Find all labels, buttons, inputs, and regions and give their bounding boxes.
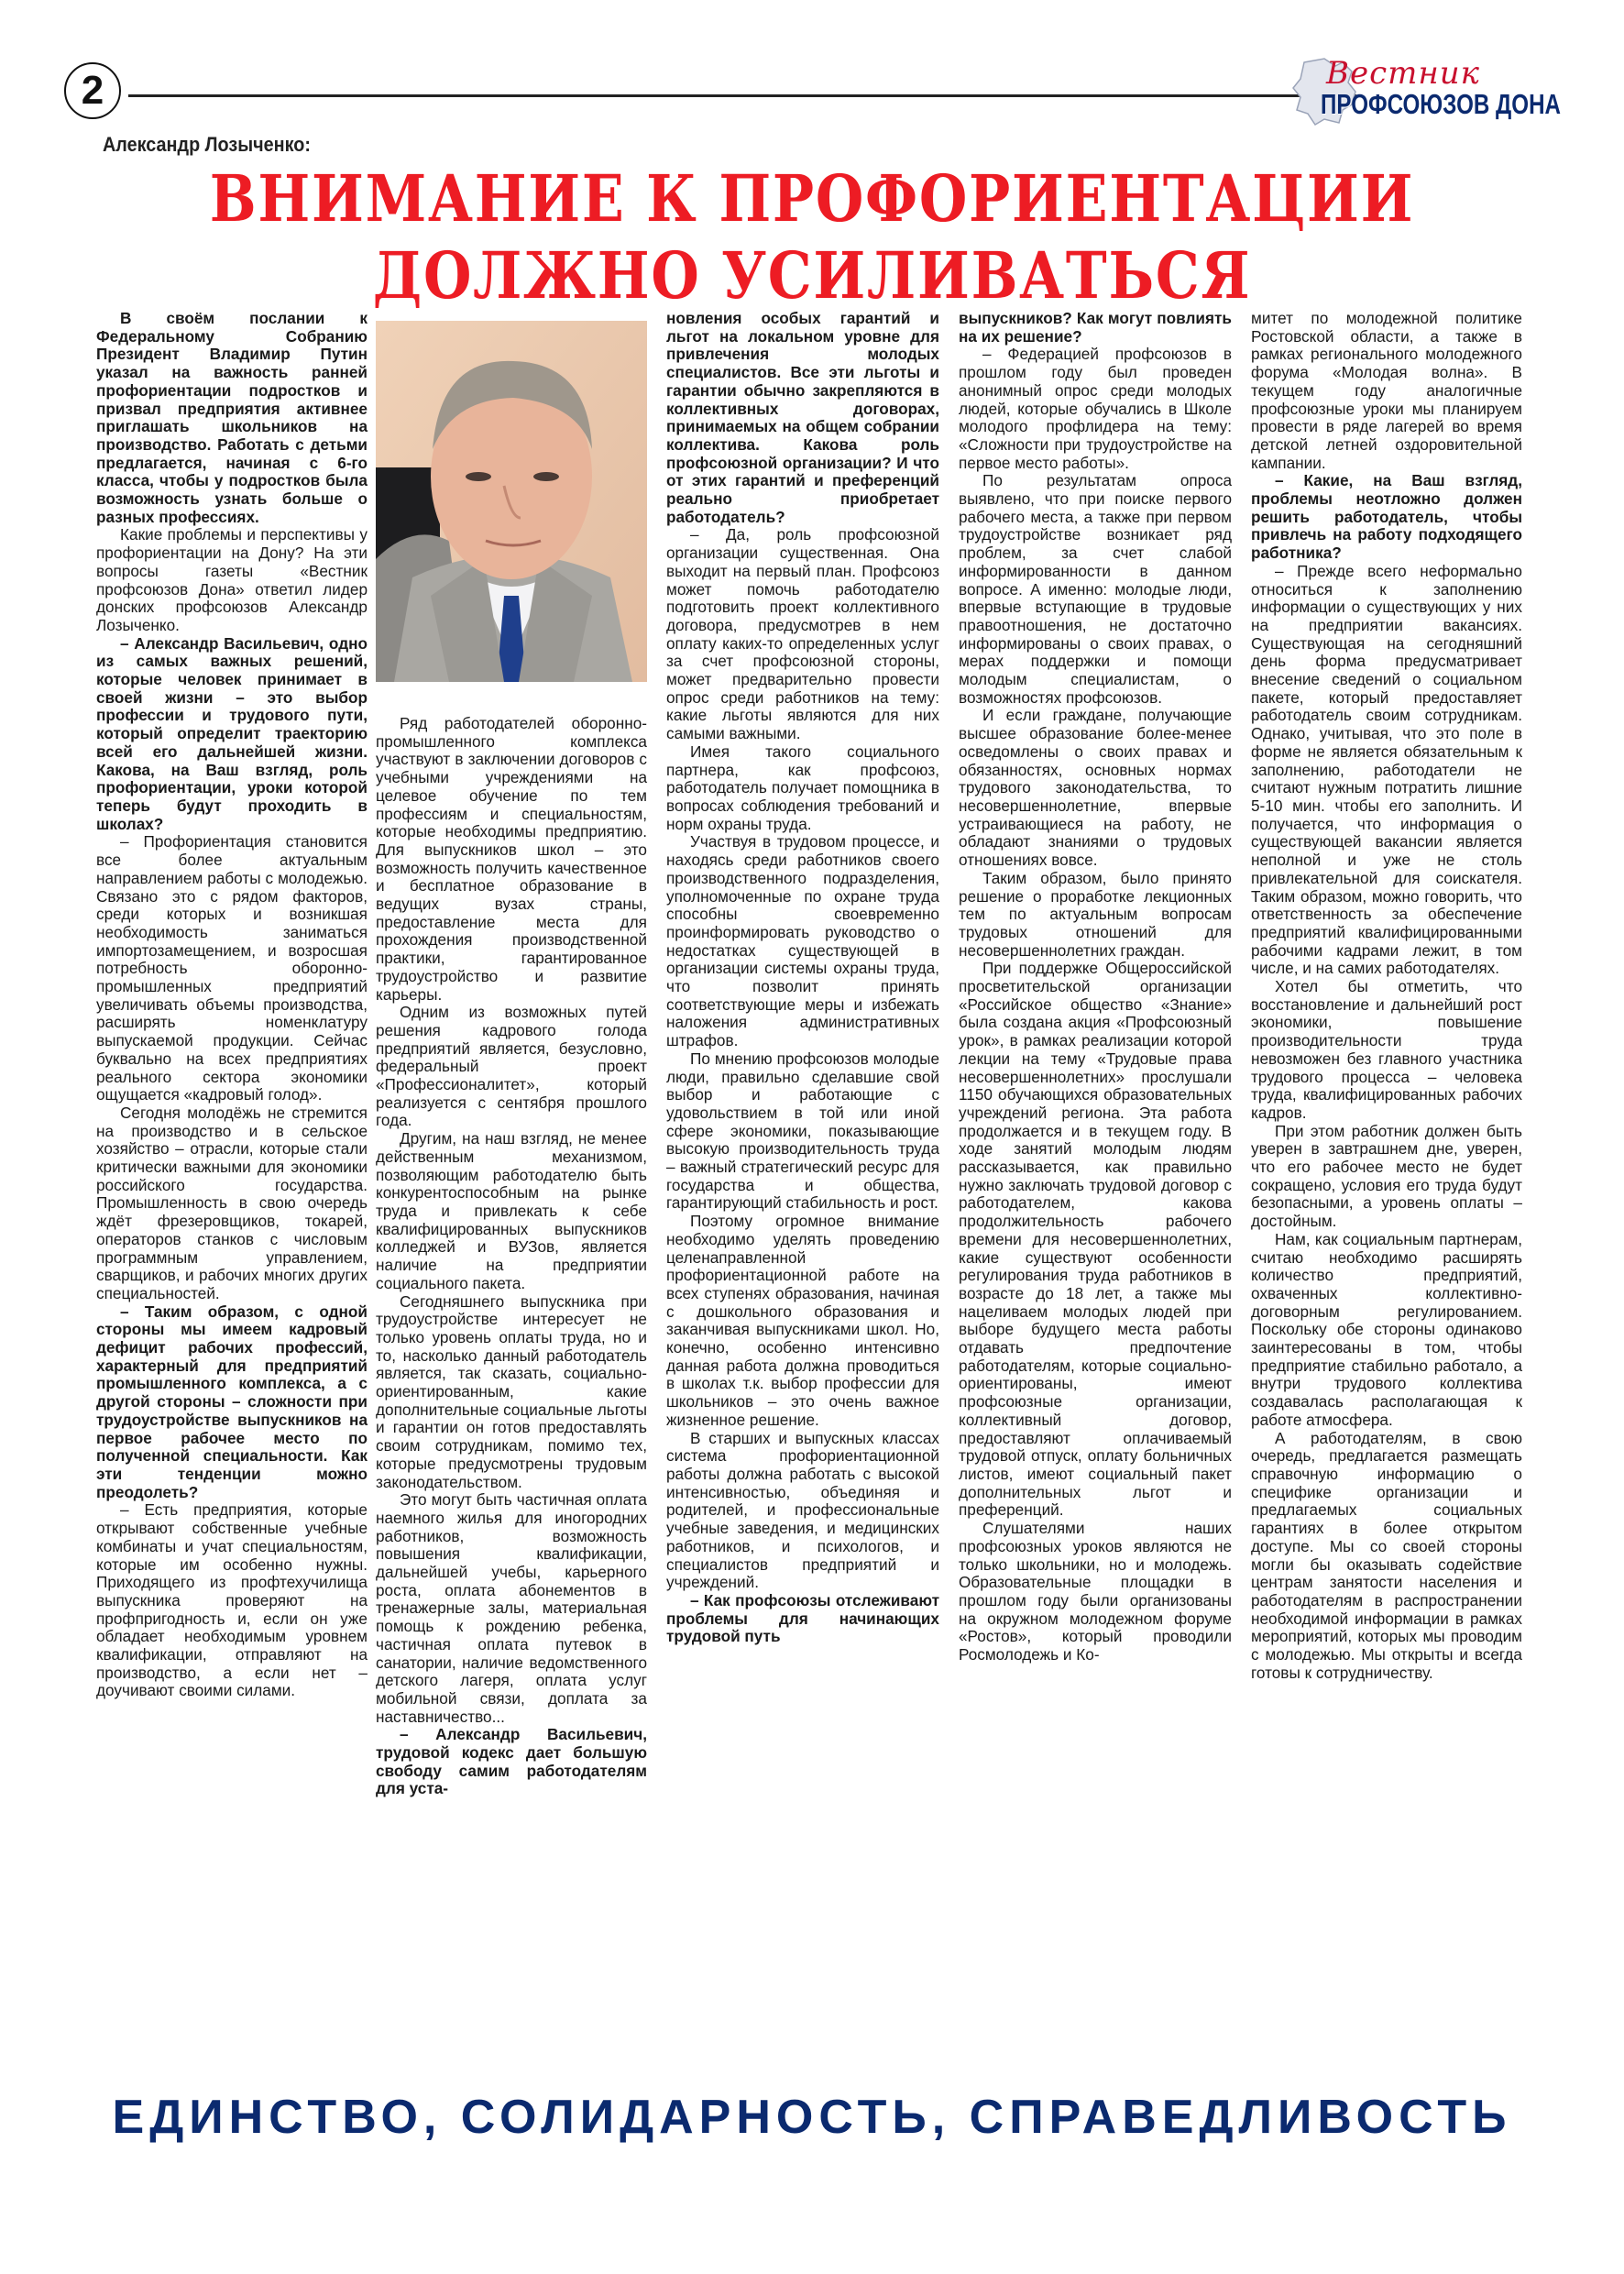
question-5: – Какие, на Ваш взгляд, проблемы неотложно должен решить работодатель, чтобы привлечь на работу подходящего работника? (1251, 471, 1522, 563)
article-kicker: Александр Лозыченко: (103, 133, 311, 156)
answer-paragraph: Участвуя в трудовом процессе, и находясь среди работников своего производственного подразделения, уполномоченные по охране труда способны своевременно проинформировать руководство о недостатках существующей в организации системы охраны труда, что позволит принять соответствующие меры и избежать наложения административных штрафов. (666, 832, 939, 1050)
answer-paragraph: Хотел бы отметить, что восстановление и дальнейший рост экономики, повышение производительности труда невозможен без главного участника трудового процесса – человека труда, квалифицированных рабочих кадров. (1251, 977, 1522, 1122)
lead-paragraph: В своём послании к Федеральному Собранию Президент Владимир Путин указал на важность ранней профориентации подростков и призвал предприятия активнее приглашать школьников на производство. Работать с детьми предлагается, начиная с 6-го класса, чтобы у подростков была возможность узнать больше о разных профессиях. (96, 309, 368, 526)
answer-paragraph: – Есть предприятия, которые открывают собственные учебные комбинаты и учат специальностям, которые им особенно нужны. Приходящего из профтехучилища выпускника проверяют на профпригодность и, если он уже обладает необходимым уровнем квалификации, отправляют на производство, а если нет – доучивают своими силами. (96, 1500, 368, 1700)
answer-paragraph: А работодателям, в свою очередь, предлагается размещать справочную информацию о специфике организации и предлагаемых социальных гарантиях в более открытом доступе. Мы со своей стороны могли бы оказывать содействие центрам занятости населения и работодателям в распространении необходимой информации в рамках мероприятий, которых мы проводим с молодежью. Мы открыты и всегда готовы к сотрудничеству. (1251, 1428, 1522, 1682)
article-column-4 (959, 310, 1232, 1664)
answer-paragraph: Имея такого социального партнера, как профсоюз, работодатель получает помощника в вопросах соблюдения требований и норм охраны труда. (666, 742, 939, 833)
answer-paragraph-continued: митет по молодежной политике Ростовской области, а также в рамках регионального молодежного форума «Молодая волна». В текущем году аналогичные профсоюзные уроки мы планируем провести в ряде лагерей во время детской летней оздоровительной кампании. (1251, 309, 1522, 472)
answer-paragraph: – Федерацией профсоюзов в прошлом году был проведен анонимный опрос среди молодых людей, которые обучались в Школе молодого профлидера на тему: «Сложности при трудоустройстве на первое место работы». (959, 345, 1232, 472)
answer-paragraph: Это могут быть частичная оплата наемного жилья для иногородних работников, возможность повышения квалификации, дальнейшей учебы, карьерного роста, оплата абонементов в тренажерные залы, материальная помощь к рождению ребенка, частичная оплата путевок в санатории, наличие ведомственного детского лагеря, оплата услуг мобильной связи, доплата за наставничество... (376, 1490, 647, 1726)
page-number: 2 (64, 62, 121, 119)
page-header (64, 55, 1567, 126)
article-column-3 (666, 310, 939, 1646)
article-title (0, 160, 1624, 314)
article-column-5 (1251, 310, 1522, 1682)
article-column-1 (96, 310, 368, 1700)
answer-paragraph: – Профориентация становится все более актуальным направлением работы с молодежью. Связано это с рядом факторов, среди которых и возникшая необходимость заниматься импортозамещением, и возросшая потребность оборонно-промышленных предприятий увеличивать объемы производства, расширять номенклатуру выпускаемой продукции. Сейчас буквально на всех предприятиях реального сектора экономики ощущается «кадровый голод». (96, 832, 368, 1104)
answer-paragraph: Поэтому огромное внимание необходимо уделять проведению целенаправленной профориентационной работе на всех ступенях образования, начиная с дошкольного образования и заканчивая выпускниками школ. Но, конечно, особенно интенсивно данная работа должна проводиться в школах т.к. выбор профессии для школьников – это очень важное жизненное решение. (666, 1212, 939, 1429)
article-column-2 (376, 715, 647, 1798)
answer-paragraph: Одним из возможных путей решения кадрового голода предприятий является, безусловно, федеральный проект «Профессионалитет», который реализуется с сентября прошлого года. (376, 1003, 647, 1130)
answer-paragraph: Слушателями наших профсоюзных уроков являются не только школьники, но и молодежь. Образовательные площадки в прошлом году были организованы на окружном молодежном форуме «Ростов», который проводили Росмолодежь и Ко- (959, 1519, 1232, 1664)
question-2: – Таким образом, с одной стороны мы имеем кадровый дефицит рабочих профессий, характерный для предприятий промышленного комплекса, а с другой стороны – сложности при трудоустройстве выпускников на первое рабочее место по полученной специальности. Как эти тенденции можно преодолеть? (96, 1302, 368, 1501)
answer-paragraph: Таким образом, было принято решение о проработке лекционных тем по актуальным вопросам трудовых отношений для несовершеннолетних граждан. (959, 868, 1232, 960)
author-photo (376, 321, 647, 682)
question-1: – Александр Васильевич, одно из самых важных решений, которые человек принимает в своей жизни – это выбор профессии и трудового пути, который определит траекторию всей его дальнейшей жизни. Какова, на Ваш взгляд, роль профориентации, уроки которой теперь будут проходить в школах? (96, 633, 368, 833)
header-rule (128, 94, 1356, 97)
answer-paragraph: По мнению профсоюзов молодые люди, правильно сделавшие свой выбор и работающие с удовольствием в той или иной сфере экономики, показывающие высокую производительность труда – важный стратегический ресурс для государства и общества, гарантирующий стабильность и рост. (666, 1049, 939, 1213)
answer-paragraph: Сегодняшнего выпускника при трудоустройстве интересует не только уровень оплаты труда, но и то, насколько данный работодатель является, так сказать, социально-ориентированным, какие дополнительные социальные льготы и гарантии он готов предоставлять своим сотрудникам, помимо тех, которые предусмотрены трудовым законодательством. (376, 1291, 647, 1491)
title-line-1: ВНИМАНИЕ К ПРОФОРИЕНТАЦИИ (209, 160, 1415, 236)
footer-slogan: ЕДИНСТВО, СОЛИДАРНОСТЬ, СПРАВЕДЛИВОСТЬ (112, 2091, 1512, 2144)
answer-paragraph: При этом работник должен быть уверен в завтрашнем дне, уверен, что его рабочее место не будет сокращено, условия его труда будут безопасными, а уровень оплаты – достойным. (1251, 1121, 1522, 1231)
answer-paragraph: И если граждане, получающие высшее образование более-менее осведомлены о своих правах и обязанностях, основных нормах трудового законодательства, то несовершеннолетние, впервые устраивающиеся на работу, не обладают знаниями о трудовых отношениях вовсе. (959, 706, 1232, 870)
answer-paragraph: В старших и выпускных классах система профориентационной работы должна работать с высокой интенсивностью, объединяя и родителей, и профессиональные учебные заведения, и медицинских работников, и психологов, и специалистов предприятий и учреждений. (666, 1428, 939, 1592)
question-3: – Александр Васильевич, трудовой кодекс дает большую свободу самим работодателям для уста- (376, 1725, 647, 1798)
answer-paragraph: По результатам опроса выявлено, что при поиске первого рабочего места, а также при первом трудоустройстве возникает ряд проблем, за счет слабой информированности в данном вопросе. А именно: молодые люди, впервые вступающие в трудовые правоотношения, не достаточно информированы о своих правах, о мерах поддержки и помощи молодым специалистам, о возможностях профсоюзов. (959, 471, 1232, 707)
answer-paragraph: Нам, как социальным партнерам, считаю необходимо расширять количество предприятий, охваченных коллективно-договорным регулированием. Поскольку обе стороны одинаково заинтересованы в том, чтобы предприятие стабильно работало, а внутри трудового коллектива создавалась располагающая к работе атмосфера. (1251, 1229, 1522, 1429)
person-photo-icon (376, 321, 647, 682)
answer-paragraph: При поддержке Общероссийской просветительской организации «Российское общество «Знание» была создана акция «Профсоюзный урок», в рамках реализации которой лекции на тему «Трудовые права несовершеннолетних» прослушали 1150 обучающихся образовательных учреждений региона. Эта работа продолжается и в текущем году. В ходе занятий молодым людям рассказывается, как правильно нужно заключать трудовой договор с работодателем, какова продолжительность рабочего времени для несовершеннолетних, какие существуют особенности регулирования труда работников в возрасте до 18 лет, а также мы нацеливаем молодых людей при выборе будущего места работы отдавать предпочтение работодателям, которые социально-ориентированы, имеют профсоюзные организации, коллективный договор, предоставляют оплачиваемый трудовой отпуск, оплату больничных листов, имеют социальный пакет дополнительных льгот и преференций. (959, 959, 1232, 1520)
newspaper-logo (1288, 55, 1581, 128)
intro-paragraph: Какие проблемы и перспективы у профориентации на Дону? На эти вопросы газеты «Вестник профсоюзов Дона» ответил лидер донских профсоюзов Александр Лозыченко. (96, 525, 368, 634)
answer-paragraph: Сегодня молодёжь не стремится на производство и в сельское хозяйство – отрасли, которые стали критически важными для экономики российского государства. Промышленность в свою очередь ждёт фрезеровщиков, токарей, операторов станков с числовым программным управлением, сварщиков, и рабочих многих других специальностей. (96, 1103, 368, 1302)
question-3-continued: новления особых гарантий и льгот на локальном уровне для привлечения молодых специалистов. Все эти льготы и гарантии обычно закрепляются в коллективных договорах, принимаемых на общем собрании коллектива. Какова роль профсоюзной организации? И что от этих гарантий и преференций реально приобретает работодатель? (666, 309, 939, 526)
question-4: – Как профсоюзы отслеживают проблемы для начинающих трудовой путь (666, 1590, 939, 1646)
title-line-2: ДОЛЖНО УСИЛИВАТЬСЯ (372, 237, 1252, 313)
logo-script: Вестник (1326, 55, 1480, 92)
question-4-continued: выпускников? Как могут повлиять на их решение? (959, 309, 1232, 346)
answer-paragraph: – Да, роль профсоюзной организации существенная. Она выходит на первый план. Профсоюз может помочь работодателю подготовить проект коллективного договора, предусмотрев в нем оплату каких-то определенных услуг за счет профсоюзной стороны, может предварительно провести опрос среди работников на тему: какие льготы являются для них самыми важными. (666, 525, 939, 743)
logo-brand: ПРОФСОЮЗОВ ДОНА (1321, 88, 1562, 120)
answer-paragraph: Другим, на наш взгляд, не менее действенным механизмом, позволяющим работодателю быть конкурентоспособным на рынке труда и привлекать к себе квалифицированных выпускников колледжей и ВУЗов, является наличие на предприятии социального пакета. (376, 1129, 647, 1292)
answer-paragraph: Ряд работодателей оборонно-промышленного комплекса участвуют в заключении договоров с учебными учреждениями на целевое обучение по тем профессиям и специальностям, которые необходимы предприятию. Для выпускников школ – это возможность получить качественное и бесплатное образование в ведущих вузах страны, предоставление места для прохождения производственной практики, гарантированное трудоустройство и развитие карьеры. (376, 714, 647, 1004)
answer-paragraph: – Прежде всего неформально относиться к заполнению информации о существующих у них на предприятии вакансиях. Существующая на сегодняшний день форма предусматривает внесение сведений о социальном пакете, который предоставляет работодатель своим сотрудникам. Однако, учитывая, что это поле в форме не является обязательным к заполнению, работодатели не считают нужным потратить лишние 5-10 мин. чтобы его заполнить. И получается, что информация о существующей вакансии является неполной и уже не столь привлекательной для соискателя. Таким образом, можно говорить, что ответственность за обеспечение предприятий квалифицированными рабочими кадрами лежит, в том числе, и на самих работодателях. (1251, 561, 1522, 978)
